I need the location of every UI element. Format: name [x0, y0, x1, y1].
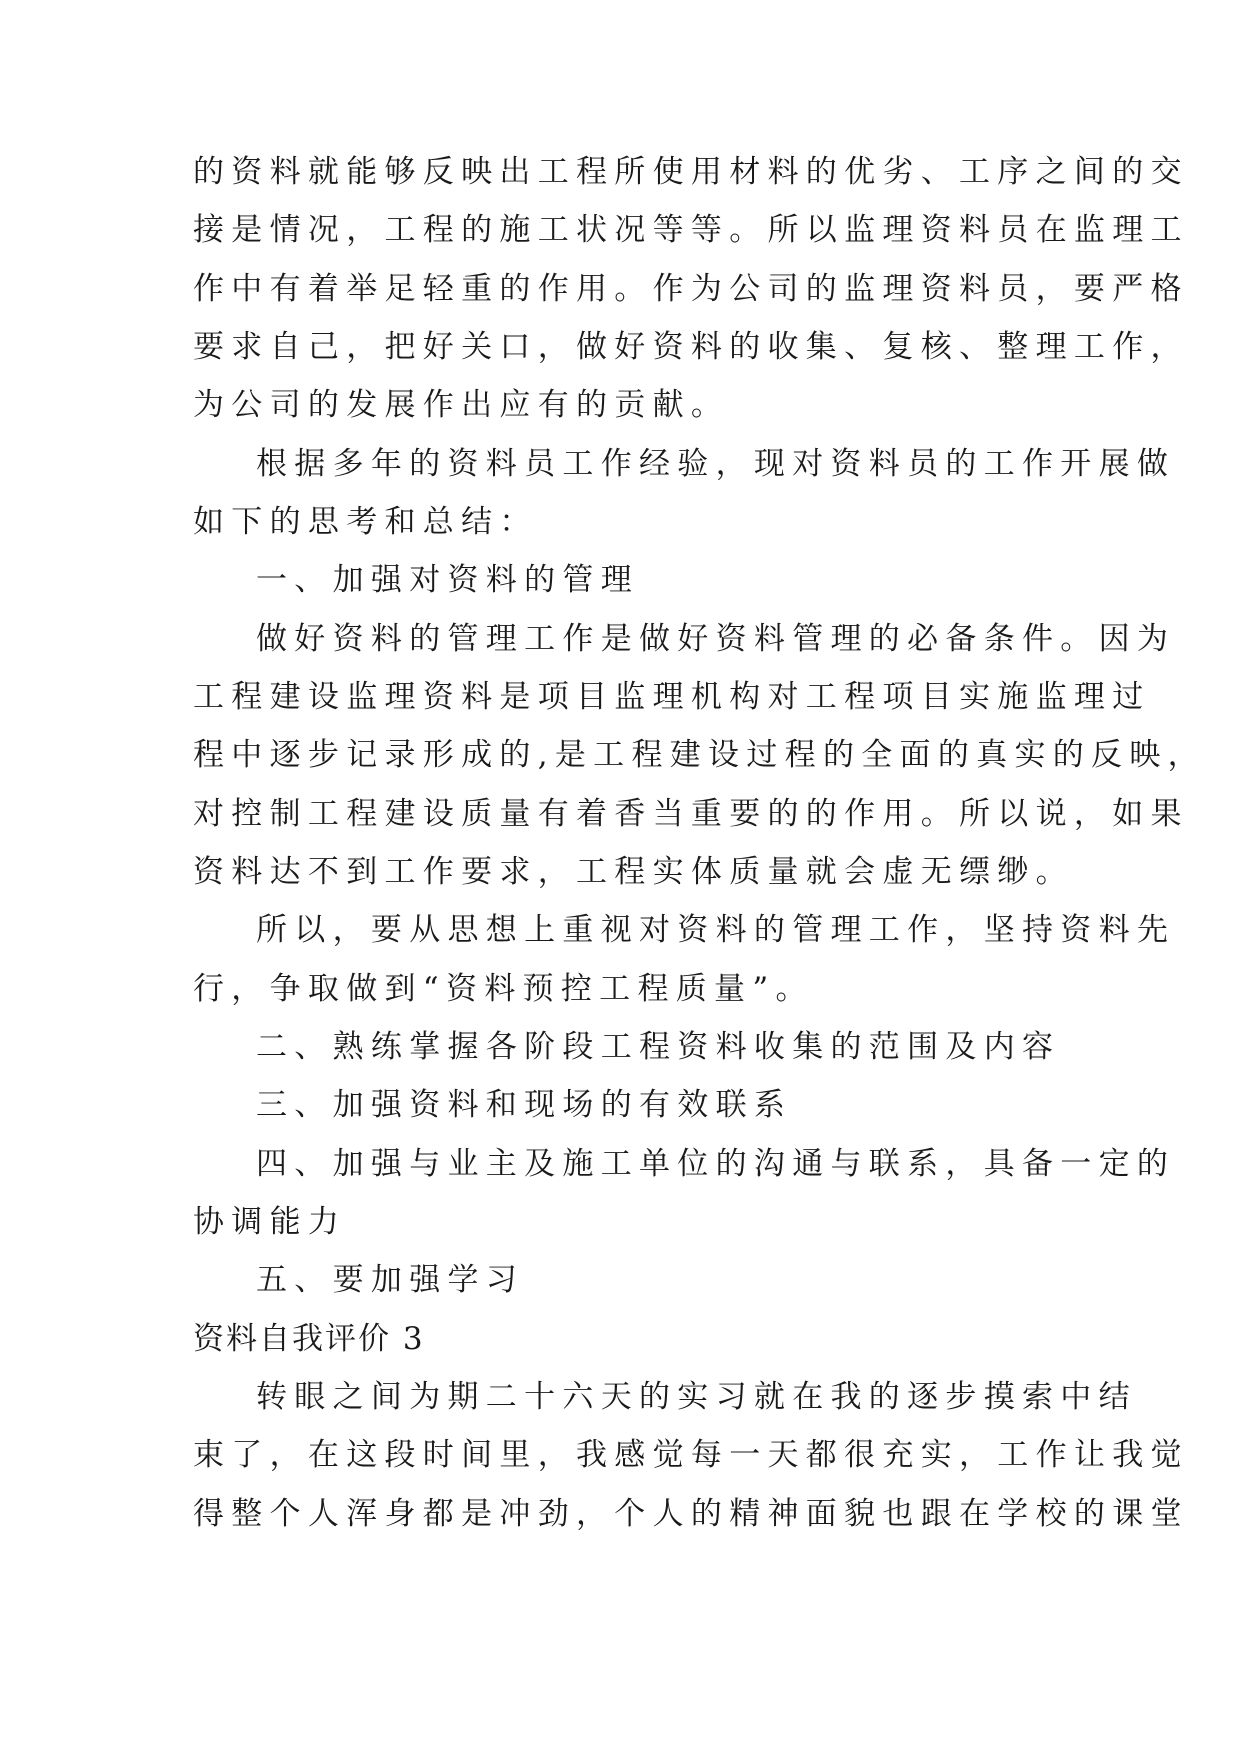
text-line: 作中有着举足轻重的作用。作为公司的监理资料员，要严格 — [193, 271, 1189, 307]
text-line: 接是情况，工程的施工状况等等。所以监理资料员在监理工 — [193, 212, 1189, 248]
text-line: 根据多年的资料员工作经验，现对资料员的工作开展做 — [256, 446, 1176, 482]
text-line: 协调能力 — [193, 1204, 347, 1240]
text-line: 行，争取做到“资料预控工程质量”。 — [193, 971, 814, 1007]
section-heading: 一、加强对资料的管理 — [256, 562, 639, 598]
text-line: 程中逐步记录形成的,是工程建设过程的全面的真实的反映， — [193, 737, 1206, 773]
text-line: 要求自己，把好关口，做好资料的收集、复核、整理工作， — [193, 329, 1189, 365]
text-line: 转眼之间为期二十六天的实习就在我的逐步摸索中结 — [256, 1379, 1137, 1415]
section-heading: 五、要加强学习 — [256, 1262, 525, 1298]
section-heading: 三、加强资料和现场的有效联系 — [256, 1087, 793, 1123]
text-line: 为公司的发展作出应有的贡献。 — [193, 387, 730, 423]
section-heading: 二、熟练掌握各阶段工程资料收集的范围及内容 — [256, 1029, 1061, 1065]
text-line: 束了，在这段时间里，我感觉每一天都很充实，工作让我觉 — [193, 1437, 1189, 1473]
section-heading: 四、加强与业主及施工单位的沟通与联系，具备一定的 — [256, 1146, 1176, 1182]
text-line: 得整个人浑身都是冲劲，个人的精神面貌也跟在学校的课堂 — [193, 1496, 1189, 1532]
text-line: 如下的思考和总结： — [193, 504, 538, 540]
text-line: 做好资料的管理工作是做好资料管理的必备条件。因为 — [256, 621, 1176, 657]
text-line: 的资料就能够反映出工程所使用材料的优劣、工序之间的交 — [193, 154, 1189, 190]
text-line: 对控制工程建设质量有着香当重要的的作用。所以说，如果 — [193, 796, 1189, 832]
text-line: 所以，要从思想上重视对资料的管理工作，坚持资料先 — [256, 912, 1176, 948]
article-title: 资料自我评价 3 — [193, 1321, 425, 1357]
text-line: 工程建设监理资料是项目监理机构对工程项目实施监理过 — [193, 679, 1151, 715]
text-line: 资料达不到工作要求，工程实体质量就会虚无缥缈。 — [193, 854, 1074, 890]
